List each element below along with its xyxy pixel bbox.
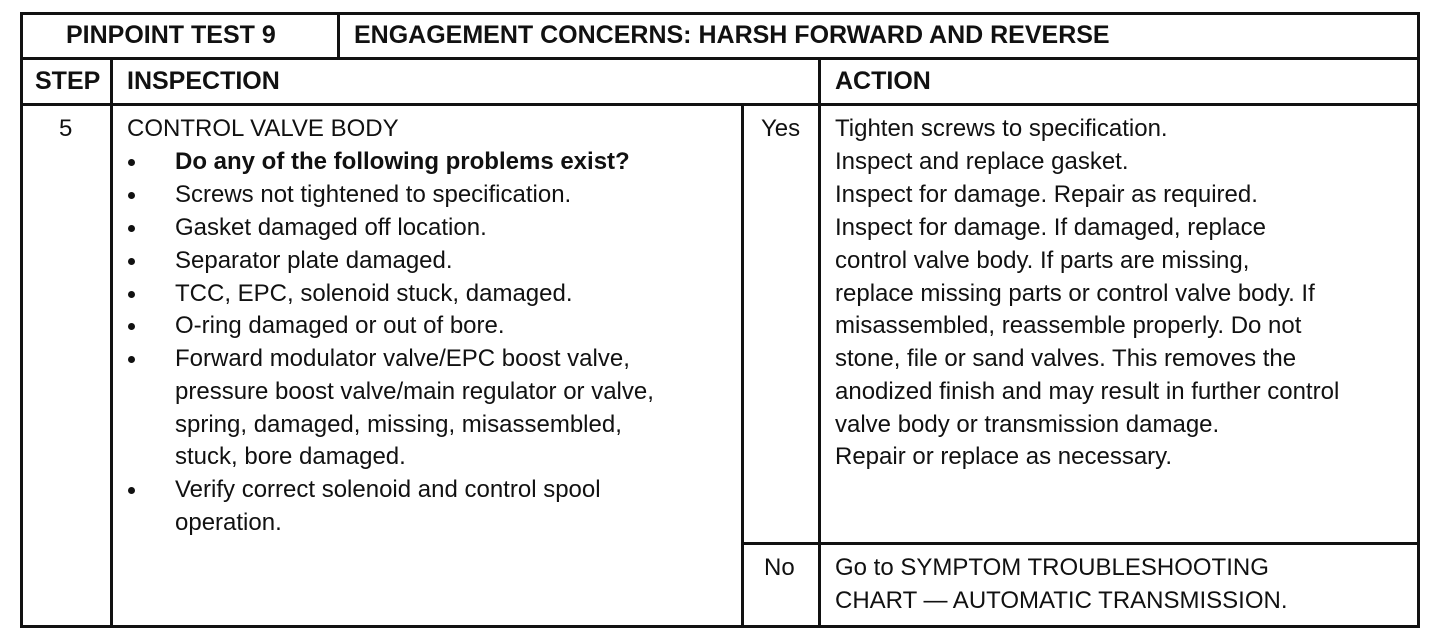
inspection-result-divider [741,103,744,628]
bullet-item-line: spring, damaged, missing, misassembled, [175,411,622,438]
yes-no-divider [743,542,1420,545]
test-label: PINPOINT TEST 9 [66,21,276,49]
action-line: control valve body. If parts are missing, [835,247,1250,274]
column-header-action: ACTION [835,67,931,95]
bullet-item-line: Verify correct solenoid and control spool [175,476,601,503]
bullet-icon [128,487,135,494]
test-title: ENGAGEMENT CONCERNS: HARSH FORWARD AND REVERSE [354,21,1110,49]
action-line: stone, file or sand valves. This removes the [835,345,1297,372]
inspection-title: CONTROL VALVE BODY [127,115,399,142]
column-header-step: STEP [35,67,101,95]
bullet-item: Separator plate damaged. [175,247,453,274]
action-line: Inspect and replace gasket. [835,148,1129,175]
action-line: valve body or transmission damage. [835,411,1220,438]
bullet-item-line: Forward modulator valve/EPC boost valve, [175,345,630,372]
bullet-item-line: stuck, bore damaged. [175,443,406,470]
bullet-item: Gasket damaged off location. [175,214,487,241]
bullet-icon [128,258,135,265]
action-line: Repair or replace as necessary. [835,443,1173,470]
bullet-item-line: pressure boost valve/main regulator or valve, [175,378,654,405]
action-line: Tighten screws to specification. [835,115,1168,142]
title-divider [337,12,340,58]
bullet-question: Do any of the following problems exist? [175,148,630,175]
action-line: misassembled, reassemble properly. Do not [835,312,1302,339]
bullet-icon [128,159,135,166]
bullet-icon [128,356,135,363]
no-label: No [764,554,795,581]
step-column-divider [110,57,113,628]
bullet-item: Screws not tightened to specification. [175,181,572,208]
bullet-item-line: operation. [175,509,282,536]
bullet-icon [128,192,135,199]
column-header-divider [20,103,1420,106]
action-line: Go to SYMPTOM TROUBLESHOOTING [835,554,1269,581]
column-header-inspection: INSPECTION [127,67,280,95]
bullet-icon [128,291,135,298]
step-number: 5 [59,115,73,142]
action-line: Inspect for damage. If damaged, replace [835,214,1266,241]
action-line: CHART — AUTOMATIC TRANSMISSION. [835,587,1288,614]
bullet-item: O-ring damaged or out of bore. [175,312,505,339]
bullet-icon [128,225,135,232]
yes-label: Yes [761,115,801,142]
action-line: replace missing parts or control valve body. If [835,280,1315,307]
bullet-icon [128,323,135,330]
header-divider [20,57,1420,60]
action-line: anodized finish and may result in further control [835,378,1340,405]
inspection-action-divider [818,57,821,628]
action-line: Inspect for damage. Repair as required. [835,181,1258,208]
bullet-item: TCC, EPC, solenoid stuck, damaged. [175,280,573,307]
